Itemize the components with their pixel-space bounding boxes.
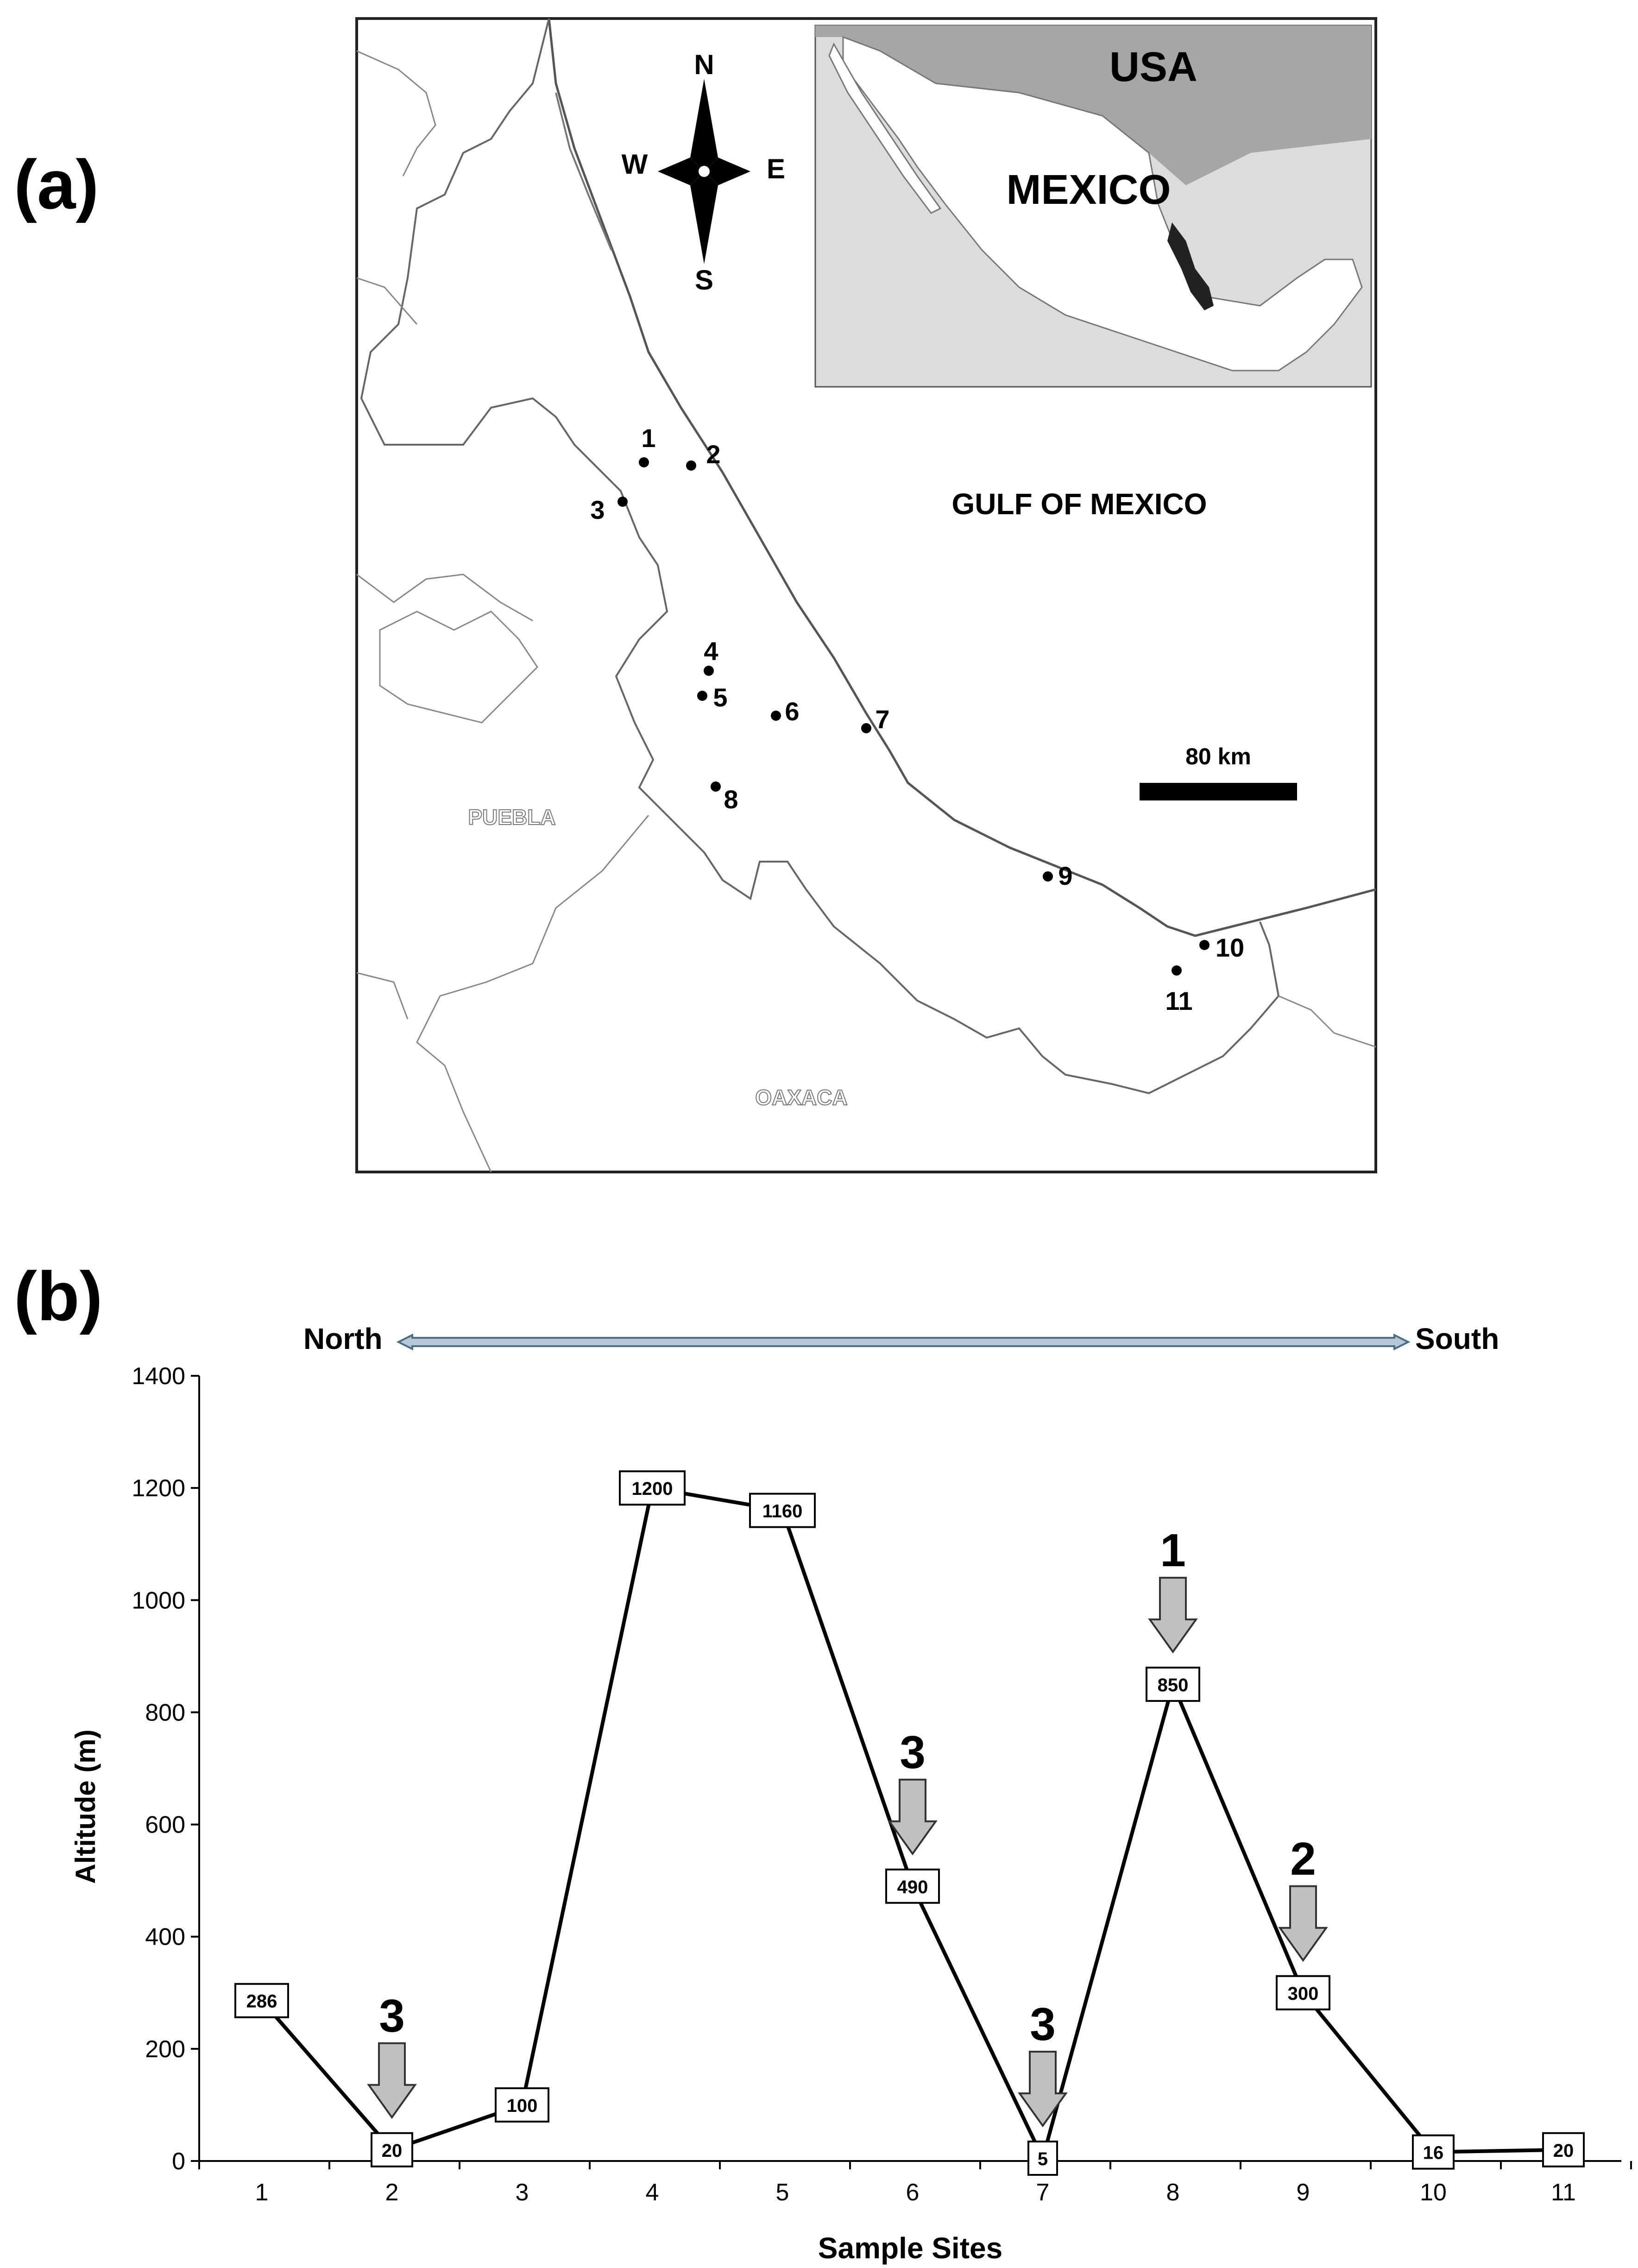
altitude-chart [70, 1363, 1631, 2265]
site-label-11: 11 [1165, 986, 1193, 1015]
down-arrow-icon [1150, 1578, 1196, 1652]
site-label-7: 7 [875, 705, 890, 734]
data-label-site-3 [496, 2088, 548, 2122]
site-marker-5 [697, 691, 707, 701]
north-south-indicator [303, 1322, 1499, 1355]
north-south-arrow [398, 1335, 1408, 1349]
gulf-of-mexico-label: GULF OF MEXICO [951, 487, 1207, 521]
x-tick-label: 11 [1551, 2179, 1576, 2206]
x-tick-label: 6 [906, 2179, 920, 2206]
site-marker-4 [704, 666, 714, 676]
y-tick-label: 800 [145, 1699, 185, 1726]
data-label-value: 286 [246, 1991, 277, 2012]
data-label-value: 20 [381, 2140, 403, 2161]
data-label-value: 1200 [631, 1479, 673, 1499]
y-axis-title: Altitude (m) [70, 1729, 101, 1884]
site-marker-6 [771, 711, 781, 721]
data-label-site-1 [235, 1984, 288, 2017]
data-label-site-5 [750, 1494, 815, 1527]
data-label-site-2 [372, 2133, 412, 2167]
site-marker-2 [686, 460, 696, 471]
data-label-value: 16 [1423, 2142, 1444, 2163]
data-label-site-10 [1413, 2136, 1454, 2169]
compass-north-label: N [694, 49, 714, 80]
y-tick-label: 400 [145, 1923, 185, 1951]
south-label: South [1415, 1322, 1499, 1355]
y-tick-label: 1000 [132, 1587, 185, 1614]
site-marker-9 [1043, 871, 1053, 882]
compass-east-label: E [766, 153, 786, 184]
panel-b-label: (b) [14, 1257, 103, 1335]
data-label-site-11 [1543, 2133, 1584, 2167]
data-label-value: 5 [1037, 2148, 1048, 2169]
data-label-site-7 [1028, 2142, 1057, 2175]
annotation-count-label: 3 [1030, 1998, 1056, 2050]
site-label-9: 9 [1058, 861, 1073, 890]
down-arrow-icon [1020, 2052, 1066, 2126]
site-label-8: 8 [724, 785, 738, 814]
state-label-oaxaca: OAXACA [755, 1085, 848, 1109]
data-label-site-4 [620, 1471, 685, 1505]
x-axis-title: Sample Sites [818, 2231, 1003, 2265]
annotation-arrow-site-2 [369, 1990, 415, 2117]
x-tick-label: 5 [775, 2179, 789, 2206]
y-tick-label: 600 [145, 1811, 185, 1839]
site-label-5: 5 [713, 683, 728, 712]
site-label-3: 3 [590, 495, 605, 524]
compass-west-label: W [621, 149, 648, 180]
x-tick-label: 4 [645, 2179, 659, 2206]
data-label-value: 20 [1553, 2140, 1574, 2161]
data-label-site-6 [886, 1870, 939, 1903]
data-label-site-8 [1147, 1668, 1199, 1701]
data-label-value: 100 [506, 2095, 538, 2116]
site-label-1: 1 [641, 423, 656, 453]
y-tick-label: 1200 [132, 1475, 185, 1502]
inset-map [815, 25, 1371, 387]
site-label-2: 2 [706, 440, 721, 469]
x-tick-label: 7 [1036, 2179, 1050, 2206]
x-tick-label: 10 [1420, 2179, 1447, 2206]
x-tick-label: 3 [515, 2179, 529, 2206]
data-label-value: 850 [1157, 1675, 1189, 1695]
annotation-count-label: 2 [1290, 1833, 1316, 1885]
x-tick-label: 2 [385, 2179, 399, 2206]
data-label-value: 1160 [762, 1501, 803, 1522]
scale-bar-label: 80 km [1185, 743, 1251, 769]
site-marker-8 [711, 781, 721, 792]
y-tick-label: 1400 [132, 1363, 185, 1390]
site-marker-11 [1172, 965, 1182, 976]
x-tick-label: 9 [1296, 2179, 1310, 2206]
data-label-value: 300 [1287, 1983, 1319, 2004]
down-arrow-icon [369, 2043, 415, 2117]
map-panel [357, 19, 1376, 1172]
inset-mexico-label: MEXICO [1006, 167, 1171, 213]
down-arrow-icon [1280, 1886, 1326, 1960]
north-label: North [303, 1322, 383, 1355]
data-label-site-9 [1277, 1976, 1329, 2010]
annotation-arrow-site-9 [1280, 1833, 1326, 1960]
compass-south-label: S [694, 265, 714, 296]
annotation-arrow-site-7 [1020, 1998, 1066, 2126]
annotation-count-label: 1 [1160, 1524, 1186, 1576]
annotation-count-label: 3 [379, 1990, 405, 2042]
annotation-count-label: 3 [900, 1726, 926, 1778]
x-tick-label: 1 [255, 2179, 269, 2206]
site-label-4: 4 [704, 636, 718, 666]
y-tick-label: 0 [172, 2148, 185, 2175]
site-marker-3 [617, 497, 628, 507]
chart-axes [132, 1363, 1631, 2206]
state-label-puebla: PUEBLA [468, 805, 556, 829]
site-marker-1 [639, 457, 649, 467]
annotation-arrow-site-8 [1150, 1525, 1196, 1652]
site-marker-10 [1199, 940, 1210, 950]
data-label-value: 490 [897, 1877, 928, 1897]
y-tick-label: 200 [145, 2035, 185, 2063]
x-tick-label: 8 [1166, 2179, 1180, 2206]
panel-a-label: (a) [14, 145, 99, 223]
chart-annotations [369, 1525, 1326, 2126]
site-label-10: 10 [1215, 933, 1245, 962]
inset-usa-label: USA [1109, 44, 1198, 90]
site-marker-7 [861, 723, 871, 733]
site-label-6: 6 [785, 697, 800, 726]
